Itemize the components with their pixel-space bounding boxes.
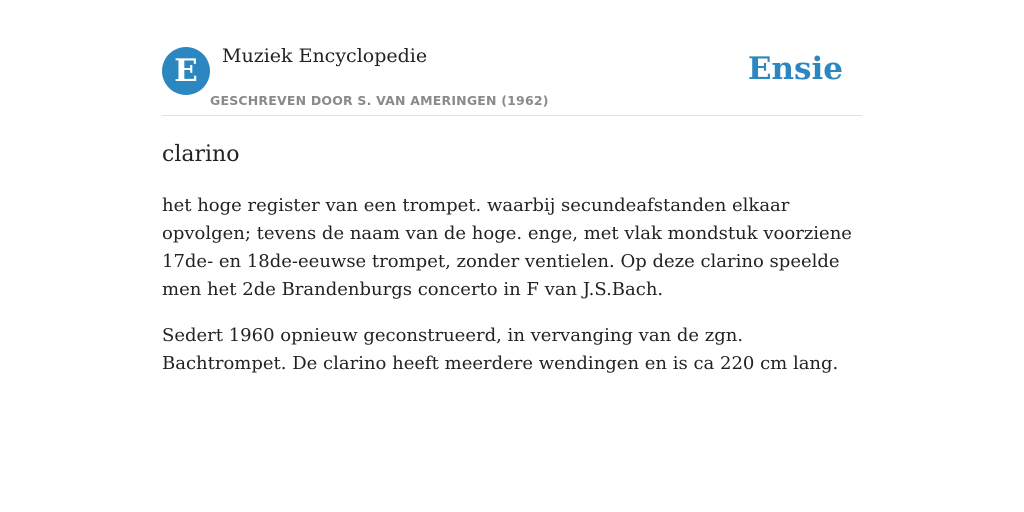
header xyxy=(162,0,862,116)
entry-title: clarino xyxy=(162,142,240,167)
entry-paragraph: Sedert 1960 opnieuw geconstrueerd, in vervanging van de zgn. Bachtrompet. De clarino heeft meerdere wendingen en is ca 220 cm lang. xyxy=(162,325,839,374)
ensie-brand-logo[interactable]: Ensie xyxy=(747,51,843,87)
author-line: GESCHREVEN DOOR S. VAN AMERINGEN (1962) xyxy=(210,93,549,108)
entry-paragraph: het hoge register van een trompet. waarbij secundeafstanden elkaar opvolgen; tevens de naam van de hoge. enge, met vlak mondstuk voorziene 17de- en 18de-eeuwse trompet, zonder ventielen. Op deze clarino speelde men het 2de Brandenburgs concerto in F van J.S.Bach. xyxy=(162,195,852,300)
encyclopedia-logo-icon[interactable]: E xyxy=(162,47,210,95)
content-column xyxy=(162,0,862,396)
entry-body xyxy=(162,192,862,378)
encyclopedia-title-link[interactable]: Muziek Encyclopedie xyxy=(222,45,428,67)
